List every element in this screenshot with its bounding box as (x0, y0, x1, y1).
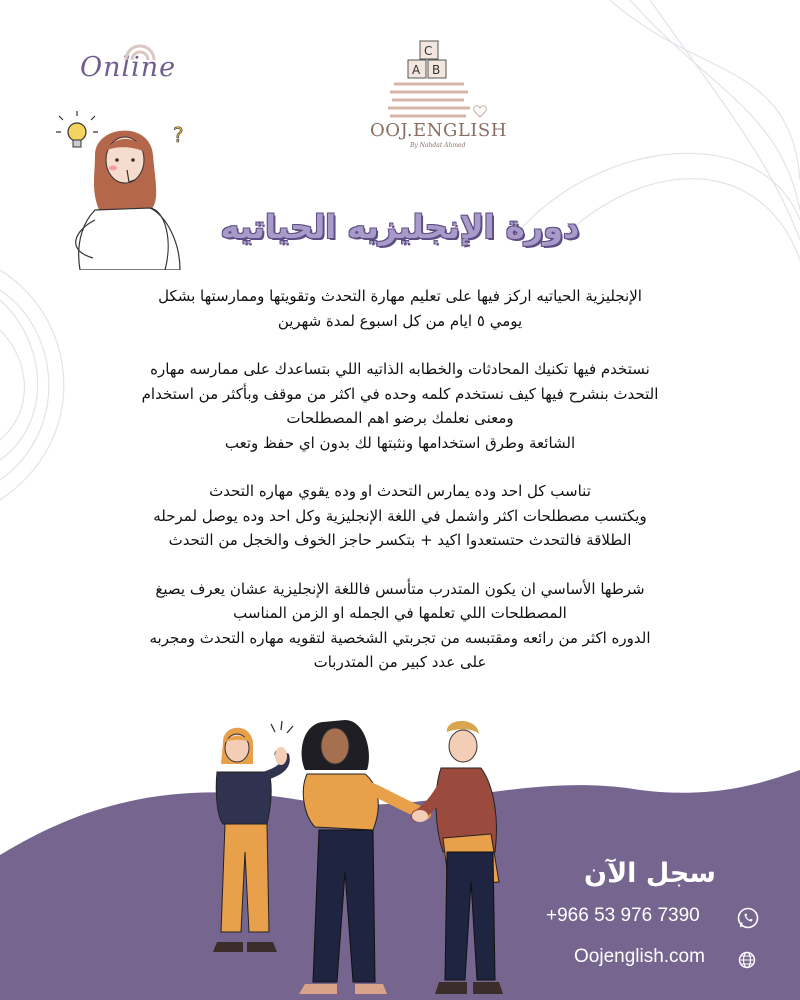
logo-letter-c: C (424, 44, 433, 58)
svg-text:?: ? (173, 123, 184, 147)
logo-tagline: By Nahdat Ahmed (410, 142, 466, 149)
people-handshake-illustration (195, 712, 515, 1000)
paragraph-1 (90, 284, 710, 333)
text-line: تناسب كل احد وده يمارس التحدث او وده يقوي مهاره التحدث (209, 482, 591, 500)
online-label: Online (80, 52, 177, 83)
right-man (412, 721, 503, 994)
center-woman (299, 720, 425, 994)
text-line: المصطلحات اللي تعلمها في الجمله او الزمن المناسب (233, 604, 567, 622)
paragraph-3 (90, 479, 710, 553)
paragraph-2 (90, 357, 710, 455)
phone-number[interactable]: +966 53 976 7390 (546, 905, 700, 926)
text-line: الشائعة وطرق استخدامها ونثبتها لك بدون اي حفظ وتعب (224, 433, 576, 452)
logo-letter-a: A (412, 63, 421, 77)
course-title: دورة الإنجليزيه الحياتيه (220, 208, 580, 246)
logo-letter-b: B (432, 63, 441, 77)
logo-name: OOJ.ENGLISH (370, 120, 507, 141)
clapping-woman (213, 721, 293, 952)
online-arc-icon (120, 40, 160, 62)
thinking-woman-illustration (55, 110, 200, 270)
whatsapp-icon[interactable] (736, 906, 760, 930)
logo-blocks-icon (352, 38, 502, 128)
register-now-text[interactable]: سجل الآن (584, 858, 716, 889)
paragraph-4 (90, 577, 710, 675)
ooj-english-logo (352, 38, 507, 158)
text-line: ويكتسب مصطلحات اكثر واشمل في اللغة الإنجليزية وكل احد وده يوصل لمرحله (153, 506, 647, 525)
text-line: الطلاقة فالتحدث حتستعدوا اكيد + بتكسر حاجز الخوف والخجل من التحدث (168, 531, 632, 549)
question-mark-icon (173, 123, 184, 147)
text-line: شرطها الأساسي ان يكون المتدرب متأسس فاللغة الإنجليزية عشان يعرف يصيغ (155, 579, 645, 598)
lightbulb-icon (56, 111, 98, 147)
text-line: نستخدم فيها تكنيك المحادثات والخطابه الذاتيه اللي بتساعدك على ممارسه مهاره (150, 360, 650, 378)
globe-icon (738, 951, 756, 969)
website-link[interactable]: Oojenglish.com (574, 946, 705, 967)
text-line: ومعنى نعلمك برضو اهم المصطلحات (286, 409, 514, 427)
text-line: الدوره اكثر من رائعه ومقتبسه من تجربتي الشخصية لتقويه مهاره التحدث ومجربه (149, 628, 651, 647)
text-line: الإنجليزية الحياتيه اركز فيها على تعليم مهارة التحدث وتقويتها وممارستها بشكل (158, 287, 642, 305)
text-line: التحدث بنشرح فيها كيف نستخدم كلمه وحده في اكثر من موقف وبأكثر من استخدام (141, 384, 659, 403)
text-line: يومي ٥ ايام من كل اسبوع لمدة شهرين (277, 311, 523, 330)
course-description (90, 284, 710, 699)
text-line: على عدد كبير من المتدربات (313, 653, 487, 671)
